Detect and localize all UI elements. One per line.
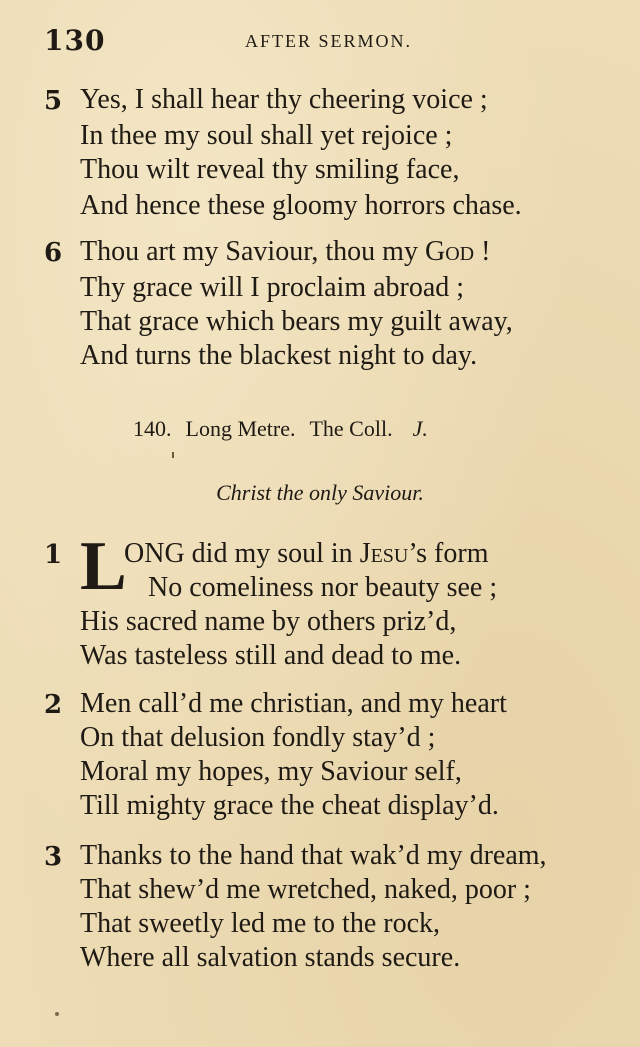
hymn-author: J.: [412, 416, 428, 441]
verse-line-text: Thou art my Saviour, thou my: [80, 236, 418, 267]
drop-cap: L: [80, 528, 127, 605]
verse-line: That shew’d me wretched, naked, poor ;: [80, 874, 531, 905]
verse-line: Thanks to the hand that wak’d my dream,: [80, 840, 547, 871]
hymn-source: The Coll.: [309, 416, 393, 441]
verse-line: Thou wilt reveal thy smiling face,: [80, 154, 460, 185]
verse-line: And turns the blackest night to day.: [80, 340, 478, 371]
hymn-number: 140.: [133, 416, 172, 441]
hymn-heading: [133, 416, 442, 442]
verse-line: Men call’d me christian, and my heart: [80, 688, 507, 719]
verse-line: His sacred name by others priz’d,: [80, 606, 457, 637]
stanza-number: 5: [44, 86, 63, 116]
verse-line: [124, 538, 488, 570]
verse-line-tail: ’s form: [408, 538, 489, 569]
verse-line: No comeliness nor beauty see ;: [148, 572, 498, 603]
divine-name: Jesu: [359, 538, 409, 569]
hymn-metre: Long Metre.: [185, 416, 296, 441]
verse-line: And hence these gloomy horrors chase.: [80, 190, 522, 221]
page-number: 130: [44, 24, 106, 57]
verse-line: Yes, I shall hear thy cheering voice ;: [80, 84, 488, 115]
paper-speck: [55, 1012, 59, 1016]
verse-line: [80, 236, 490, 268]
verse-line-text: ONG did my soul in: [124, 538, 353, 569]
running-head: AFTER SERMON.: [245, 31, 413, 51]
verse-line: Was tasteless still and dead to me.: [80, 640, 462, 671]
stanza-number: 2: [44, 690, 63, 720]
verse-line: Till mighty grace the cheat display’d.: [80, 790, 499, 821]
verse-line: That sweetly led me to the rock,: [80, 908, 440, 939]
verse-line: On that delusion fondly stay’d ;: [80, 722, 436, 753]
page-header: [40, 24, 600, 64]
divine-name: God: [424, 236, 475, 267]
verse-line: That grace which bears my guilt away,: [80, 306, 513, 337]
verse-line: Where all salvation stands secure.: [80, 942, 461, 973]
stanza-number: 6: [44, 238, 63, 268]
hymn-title: Christ the only Saviour.: [216, 480, 424, 505]
verse-line: In thee my soul shall yet rejoice ;: [80, 120, 453, 151]
stanza-number: 1: [44, 540, 63, 570]
verse-punctuation: !: [474, 236, 491, 267]
verse-line: Thy grace will I proclaim abroad ;: [80, 272, 465, 303]
stanza-number: 3: [44, 842, 63, 872]
print-mark: [172, 452, 174, 458]
verse-line: Moral my hopes, my Saviour self,: [80, 756, 462, 787]
